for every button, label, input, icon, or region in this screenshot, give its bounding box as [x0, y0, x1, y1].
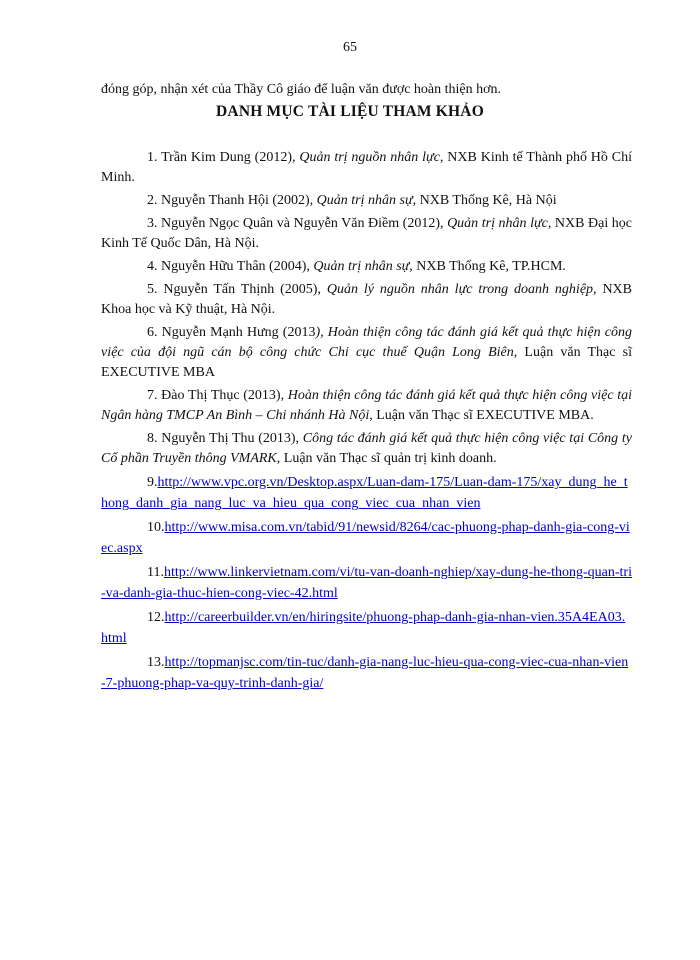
reference-item: [101, 429, 632, 469]
reference-link-item: [101, 652, 632, 694]
reference-item: [101, 323, 632, 383]
page-number: 65: [343, 40, 357, 55]
reference-publisher: , NXB Khoa học và Kỹ thuật, Hà Nội.: [101, 282, 633, 317]
reference-title: Hoàn thiện công tác đánh giá kết quả thực hiện công việc tại Ngân hàng TMCP An Bình – Chi nhánh Hà Nội: [101, 388, 632, 423]
reference-link[interactable]: http://topmanjsc.com/tin-tuc/danh-gia-nang-luc-hieu-qua-cong-viec-cua-nhan-vien-7-phuong-phap-va-quy-trinh-danh-gia/: [101, 655, 629, 691]
reference-item: [101, 386, 632, 426]
reference-title: Quản trị nhân sự: [313, 259, 410, 274]
reference-publisher: , Luận văn Thạc sĩ quản trị kinh doanh.: [276, 451, 497, 466]
reference-number: 12.: [147, 610, 165, 625]
reference-link[interactable]: http://www.misa.com.vn/tabid/91/newsid/8264/cac-phuong-phap-danh-gia-cong-viec.aspx: [101, 520, 630, 556]
reference-publisher: , Luận văn Thạc sĩ EXECUTIVE MBA.: [369, 408, 594, 423]
reference-list: [101, 148, 632, 697]
reference-publisher: , NXB Thống Kê, Hà Nội: [412, 193, 557, 208]
reference-number: 9.: [147, 475, 158, 490]
reference-title: Quản trị nguồn nhân lực: [299, 150, 440, 165]
reference-author: 3. Nguyễn Ngọc Quân và Nguyễn Văn Điềm (2012),: [147, 216, 448, 231]
reference-item: [101, 257, 632, 277]
reference-number: 11.: [147, 565, 164, 580]
reference-author: 1. Trần Kim Dung (2012),: [147, 150, 300, 165]
reference-title: Công tác đánh giá kết quả thực hiện công việc tại Công ty Cổ phần Truyền thông VMARK: [101, 431, 632, 466]
reference-link-item: [101, 562, 632, 604]
reference-author: 7. Đào Thị Thục (2013),: [147, 388, 288, 403]
reference-publisher: , NXB Thống Kê, TP.HCM.: [409, 259, 566, 274]
reference-publisher: , Luận văn Thạc sĩ EXECUTIVE MBA: [101, 345, 633, 380]
reference-item: [101, 280, 632, 320]
reference-author: 8. Nguyễn Thị Thu (2013),: [147, 431, 303, 446]
reference-link[interactable]: http://careerbuilder.vn/en/hiringsite/phuong-phap-danh-gia-nhan-vien.35A4EA03.html: [101, 610, 626, 646]
reference-link[interactable]: http://www.linkervietnam.com/vi/tu-van-doanh-nghiep/xay-dung-he-thong-quan-tri-va-danh-gia-thuc-hien-cong-viec-42.html: [101, 565, 632, 601]
reference-link-item: [101, 472, 632, 514]
reference-publisher: , NXB Kinh tế Thành phố Hồ Chí Minh.: [101, 150, 633, 185]
references-heading: DANH MỤC TÀI LIỆU THAM KHẢO: [216, 103, 484, 120]
reference-number: 13.: [147, 655, 165, 670]
reference-author: 6. Nguyễn Mạnh Hưng (2013: [147, 325, 316, 340]
reference-link[interactable]: http://www.vpc.org.vn/Desktop.aspx/Luan-dam-175/Luan-dam-175/xay_dung_he_thong_danh_gia_nang_luc_va_hieu_qua_cong_viec_cua_nhan_vien: [101, 475, 628, 511]
reference-author: 5. Nguyễn Tấn Thịnh (2005),: [147, 282, 327, 297]
reference-item: [101, 148, 632, 188]
reference-number: 10.: [147, 520, 165, 535]
reference-item: [101, 191, 632, 211]
reference-author: 4. Nguyễn Hữu Thân (2004),: [147, 259, 314, 274]
reference-author: 2. Nguyễn Thanh Hội (2002),: [147, 193, 317, 208]
reference-title: Quản trị nhân lực: [447, 216, 548, 231]
reference-link-item: [101, 517, 632, 559]
reference-item: [101, 214, 632, 254]
reference-title: Quản trị nhân sự: [316, 193, 413, 208]
lead-text: đóng góp, nhận xét của Thầy Cô giáo để luận văn được hoàn thiện hơn.: [101, 82, 502, 97]
reference-publisher: , NXB Đại học Kinh Tế Quốc Dân, Hà Nội.: [101, 216, 632, 251]
reference-title: Quản lý nguồn nhân lực trong doanh nghiệp: [326, 282, 594, 297]
reference-title: ), Hoàn thiện công tác đánh giá kết quả thực hiện công việc của đội ngũ cán bộ công chức Chi cục thuế Quận Long Biên: [101, 325, 632, 360]
reference-link-item: [101, 607, 632, 649]
